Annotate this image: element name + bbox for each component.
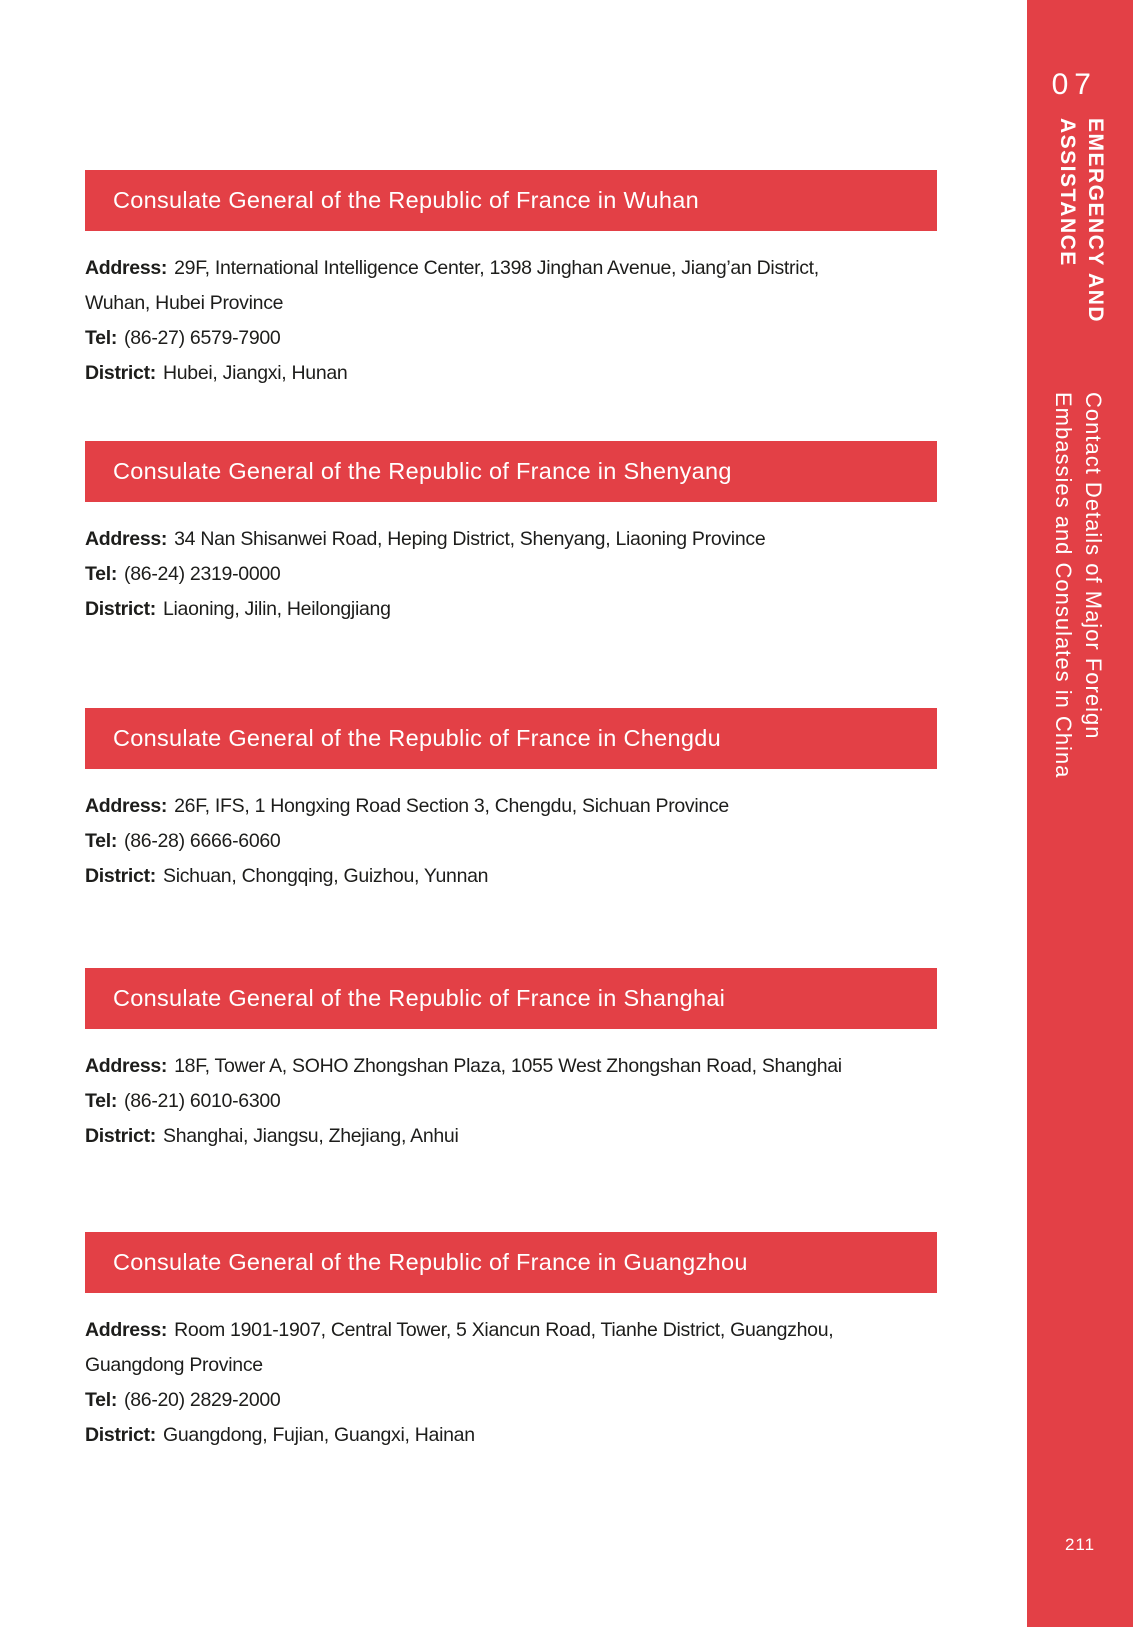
chapter-title-vertical bbox=[1053, 118, 1109, 323]
consulate-title: Consulate General of the Republic of France in Guangzhou bbox=[113, 1249, 748, 1275]
district-label: District: bbox=[85, 598, 156, 620]
address-value: 18F, Tower A, SOHO Zhongshan Plaza, 1055 West Zhongshan Road, Shanghai bbox=[174, 1055, 842, 1077]
address-label: Address: bbox=[85, 1055, 168, 1077]
tel-value: (86-28) 6666-6060 bbox=[124, 830, 281, 852]
consulate-info bbox=[85, 1049, 937, 1154]
district-value: Sichuan, Chongqing, Guizhou, Yunnan bbox=[162, 865, 489, 887]
address-value: 34 Nan Shisanwei Road, Heping District, Shenyang, Liaoning Province bbox=[174, 528, 766, 550]
tel-line bbox=[85, 1383, 937, 1418]
consulate-info bbox=[85, 789, 937, 894]
consulate-info bbox=[85, 251, 937, 391]
address-line bbox=[85, 251, 937, 286]
consulate-section-wuhan bbox=[85, 170, 937, 391]
section-title-line-1: Contact Details of Major Foreign bbox=[1081, 392, 1106, 740]
district-label: District: bbox=[85, 1424, 156, 1446]
address-line-2 bbox=[85, 1348, 937, 1383]
district-value: Shanghai, Jiangsu, Zhejiang, Anhui bbox=[162, 1125, 459, 1147]
address-value: 29F, International Intelligence Center, 1398 Jinghan Avenue, Jiang’an District, bbox=[174, 257, 819, 279]
chapter-number: 07 bbox=[1051, 68, 1097, 101]
district-value: Guangdong, Fujian, Guangxi, Hainan bbox=[162, 1424, 475, 1446]
tel-label: Tel: bbox=[85, 830, 118, 852]
chapter-title-line-1: EMERGENCY AND bbox=[1084, 118, 1107, 324]
consulate-section-chengdu bbox=[85, 708, 937, 894]
section-title-line-2: Embassies and Consulates in China bbox=[1051, 392, 1076, 779]
address-line bbox=[85, 522, 937, 557]
district-label: District: bbox=[85, 1125, 156, 1147]
tel-line bbox=[85, 557, 937, 592]
chapter-title-line-2: ASSISTANCE bbox=[1056, 118, 1079, 267]
tel-line bbox=[85, 321, 937, 356]
district-value: Liaoning, Jilin, Heilongjiang bbox=[162, 598, 391, 620]
address-label: Address: bbox=[85, 795, 168, 817]
tel-label: Tel: bbox=[85, 563, 118, 585]
page-number: 211 bbox=[1064, 1535, 1096, 1554]
address-value-2: Wuhan, Hubei Province bbox=[85, 292, 284, 314]
address-value: Room 1901-1907, Central Tower, 5 Xiancun Road, Tianhe District, Guangzhou, bbox=[174, 1319, 834, 1341]
address-line-2 bbox=[85, 286, 937, 321]
address-line bbox=[85, 1313, 937, 1348]
district-value: Hubei, Jiangxi, Hunan bbox=[162, 362, 348, 384]
section-title-vertical bbox=[1048, 392, 1108, 778]
address-label: Address: bbox=[85, 528, 168, 550]
consulate-info bbox=[85, 522, 937, 627]
consulate-title-bar bbox=[85, 170, 937, 231]
consulate-info bbox=[85, 1313, 937, 1453]
district-label: District: bbox=[85, 362, 156, 384]
address-line bbox=[85, 1049, 937, 1084]
address-value-2: Guangdong Province bbox=[85, 1354, 263, 1376]
tel-value: (86-20) 2829-2000 bbox=[124, 1389, 281, 1411]
tel-value: (86-27) 6579-7900 bbox=[124, 327, 281, 349]
consulate-title: Consulate General of the Republic of France in Chengdu bbox=[113, 725, 721, 751]
address-value: 26F, IFS, 1 Hongxing Road Section 3, Chengdu, Sichuan Province bbox=[174, 795, 729, 817]
consulate-section-shanghai bbox=[85, 968, 937, 1154]
consulate-title: Consulate General of the Republic of France in Shanghai bbox=[113, 985, 726, 1011]
district-line bbox=[85, 356, 937, 391]
consulate-title-bar bbox=[85, 441, 937, 502]
address-label: Address: bbox=[85, 257, 168, 279]
address-label: Address: bbox=[85, 1319, 168, 1341]
consulate-title-bar bbox=[85, 968, 937, 1029]
tel-line bbox=[85, 824, 937, 859]
consulate-title: Consulate General of the Republic of France in Wuhan bbox=[113, 187, 700, 213]
tel-label: Tel: bbox=[85, 327, 118, 349]
district-line bbox=[85, 1418, 937, 1453]
consulate-title-bar bbox=[85, 1232, 937, 1293]
consulate-title-bar bbox=[85, 708, 937, 769]
tel-value: (86-24) 2319-0000 bbox=[124, 563, 281, 585]
tel-label: Tel: bbox=[85, 1090, 118, 1112]
chapter-sidebar bbox=[1027, 0, 1133, 1627]
district-line bbox=[85, 1119, 937, 1154]
consulate-title: Consulate General of the Republic of France in Shenyang bbox=[113, 458, 732, 484]
district-label: District: bbox=[85, 865, 156, 887]
district-line bbox=[85, 592, 937, 627]
consulate-section-shenyang bbox=[85, 441, 937, 627]
tel-label: Tel: bbox=[85, 1389, 118, 1411]
tel-value: (86-21) 6010-6300 bbox=[124, 1090, 281, 1112]
address-line bbox=[85, 789, 937, 824]
consulate-section-guangzhou bbox=[85, 1232, 937, 1453]
tel-line bbox=[85, 1084, 937, 1119]
district-line bbox=[85, 859, 937, 894]
